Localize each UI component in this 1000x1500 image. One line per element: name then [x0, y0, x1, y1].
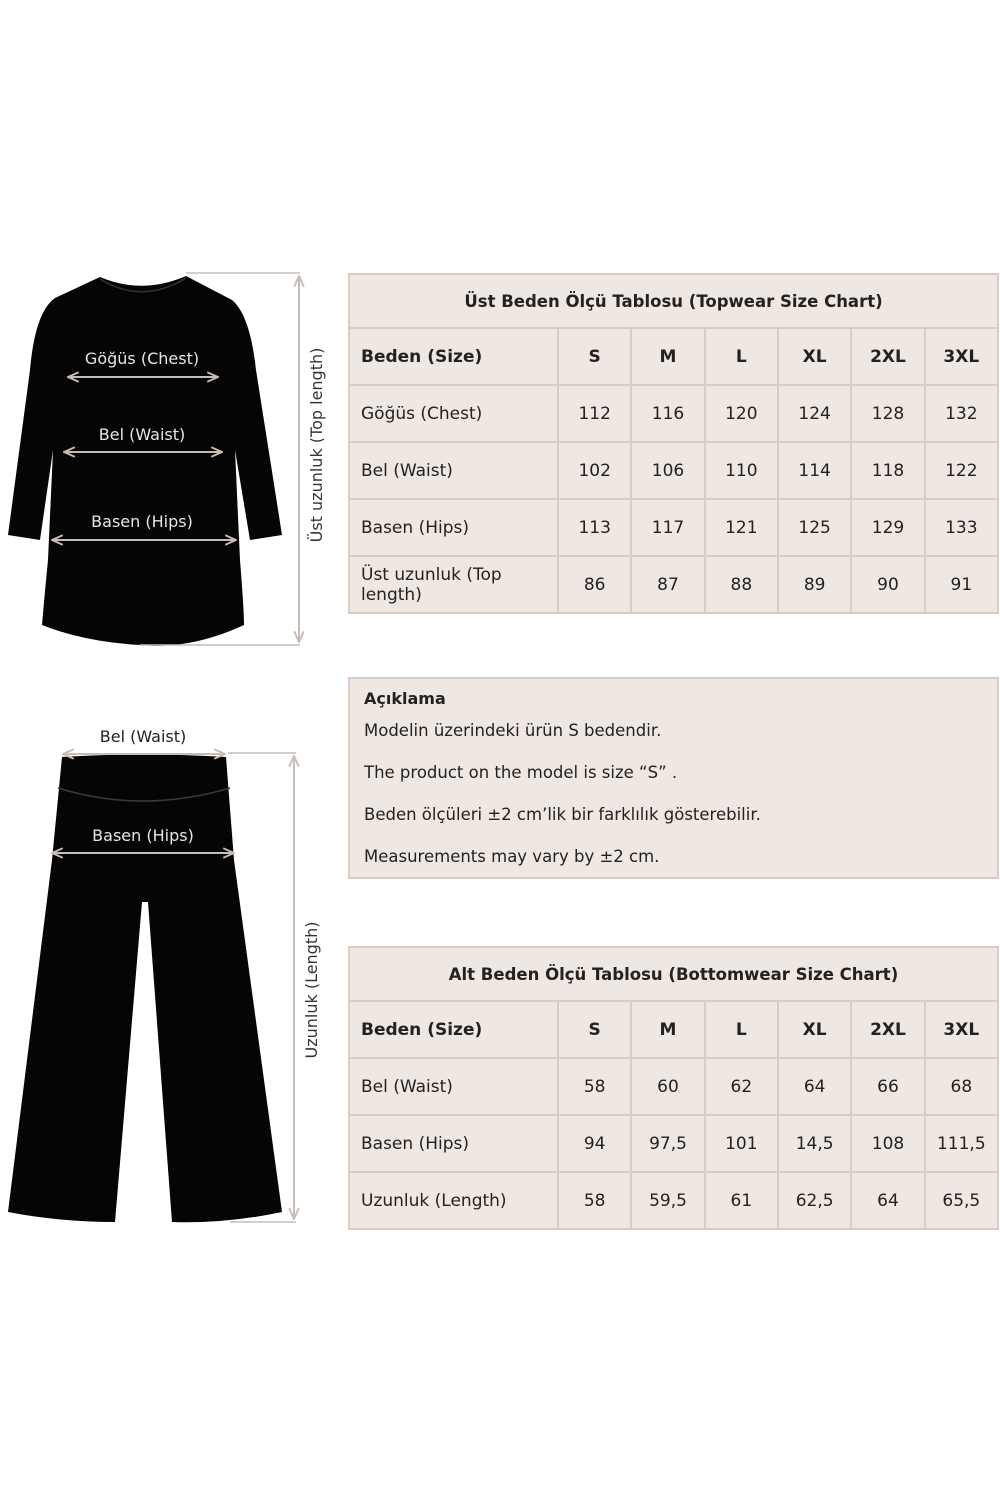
table-cell: 94	[558, 1115, 631, 1172]
table-cell: 58	[558, 1172, 631, 1229]
table-cell: 125	[778, 499, 851, 556]
table-cell: 61	[705, 1172, 778, 1229]
table-cell: 58	[558, 1058, 631, 1115]
table-cell: 60	[631, 1058, 704, 1115]
table-cell: 64	[778, 1058, 851, 1115]
row-label: Üst uzunluk (Top length)	[349, 556, 558, 613]
table-row	[349, 385, 998, 442]
pants-hips-label: Basen (Hips)	[92, 826, 194, 845]
header-cell: M	[631, 328, 704, 385]
header-cell: S	[558, 1001, 631, 1058]
table-cell: 59,5	[631, 1172, 704, 1229]
table-cell: 14,5	[778, 1115, 851, 1172]
table-cell: 89	[778, 556, 851, 613]
hips-label: Basen (Hips)	[91, 512, 193, 531]
top-garment-figure	[0, 260, 340, 660]
table-header-row	[349, 1001, 998, 1058]
table-cell: 111,5	[925, 1115, 998, 1172]
pants-length-label: Uzunluk (Length)	[302, 921, 321, 1059]
chest-label: Göğüs (Chest)	[84, 349, 200, 368]
table-cell: 113	[558, 499, 631, 556]
table-cell: 132	[925, 385, 998, 442]
waist-label: Bel (Waist)	[98, 425, 186, 444]
note-line: The product on the model is size “S” .	[364, 763, 678, 782]
longsleeve-top-shape	[8, 276, 282, 646]
bottomwear-size-table	[348, 946, 999, 1230]
table-cell: 62	[705, 1058, 778, 1115]
table-cell: 97,5	[631, 1115, 704, 1172]
row-label: Basen (Hips)	[349, 1115, 558, 1172]
topwear-size-table	[348, 273, 999, 614]
table-cell: 133	[925, 499, 998, 556]
table-cell: 90	[851, 556, 924, 613]
table-cell: 66	[851, 1058, 924, 1115]
table-header-row	[349, 328, 998, 385]
table-cell: 91	[925, 556, 998, 613]
table-cell: 118	[851, 442, 924, 499]
header-cell: 2XL	[851, 328, 924, 385]
table-cell: 114	[778, 442, 851, 499]
table-row	[349, 499, 998, 556]
note-title: Açıklama	[364, 689, 446, 708]
wide-leg-pants-shape	[8, 755, 282, 1223]
pants-waist-label: Bel (Waist)	[99, 727, 187, 746]
table-cell: 86	[558, 556, 631, 613]
header-cell: L	[705, 1001, 778, 1058]
table-row	[349, 556, 998, 613]
row-label: Bel (Waist)	[349, 442, 558, 499]
table-row	[349, 1172, 998, 1229]
table-cell: 88	[705, 556, 778, 613]
table-row	[349, 1058, 998, 1115]
table-cell: 65,5	[925, 1172, 998, 1229]
table-cell: 106	[631, 442, 704, 499]
note-line: Modelin üzerindeki ürün S bedendir.	[364, 721, 662, 740]
bottom-garment-figure	[0, 720, 340, 1240]
table-cell: 87	[631, 556, 704, 613]
table-row	[349, 1115, 998, 1172]
row-label: Uzunluk (Length)	[349, 1172, 558, 1229]
header-cell: Beden (Size)	[349, 1001, 558, 1058]
note-line: Measurements may vary by ±2 cm.	[364, 847, 660, 866]
table-cell: 64	[851, 1172, 924, 1229]
table-row	[349, 442, 998, 499]
table-cell: 62,5	[778, 1172, 851, 1229]
table-cell: 68	[925, 1058, 998, 1115]
header-cell: 2XL	[851, 1001, 924, 1058]
table-cell: 116	[631, 385, 704, 442]
table-cell: 122	[925, 442, 998, 499]
table-cell: 121	[705, 499, 778, 556]
table-cell: 124	[778, 385, 851, 442]
note-line: Beden ölçüleri ±2 cm’lik bir farklılık gösterebilir.	[364, 805, 761, 824]
table-cell: 117	[631, 499, 704, 556]
table-cell: 102	[558, 442, 631, 499]
table-cell: 128	[851, 385, 924, 442]
header-cell: 3XL	[925, 328, 998, 385]
row-label: Bel (Waist)	[349, 1058, 558, 1115]
row-label: Göğüs (Chest)	[349, 385, 558, 442]
header-cell: Beden (Size)	[349, 328, 558, 385]
header-cell: M	[631, 1001, 704, 1058]
table-cell: 101	[705, 1115, 778, 1172]
header-cell: S	[558, 328, 631, 385]
header-cell: 3XL	[925, 1001, 998, 1058]
header-cell: XL	[778, 328, 851, 385]
table-cell: 108	[851, 1115, 924, 1172]
table-cell: 120	[705, 385, 778, 442]
bottomwear-table-title: Alt Beden Ölçü Tablosu (Bottomwear Size Chart)	[349, 947, 998, 1001]
header-cell: L	[705, 328, 778, 385]
table-cell: 110	[705, 442, 778, 499]
table-cell: 129	[851, 499, 924, 556]
topwear-table-title: Üst Beden Ölçü Tablosu (Topwear Size Chart)	[349, 274, 998, 328]
top-length-label: Üst uzunluk (Top length)	[307, 347, 326, 543]
row-label: Basen (Hips)	[349, 499, 558, 556]
header-cell: XL	[778, 1001, 851, 1058]
explanation-note-box	[348, 677, 999, 879]
table-cell: 112	[558, 385, 631, 442]
